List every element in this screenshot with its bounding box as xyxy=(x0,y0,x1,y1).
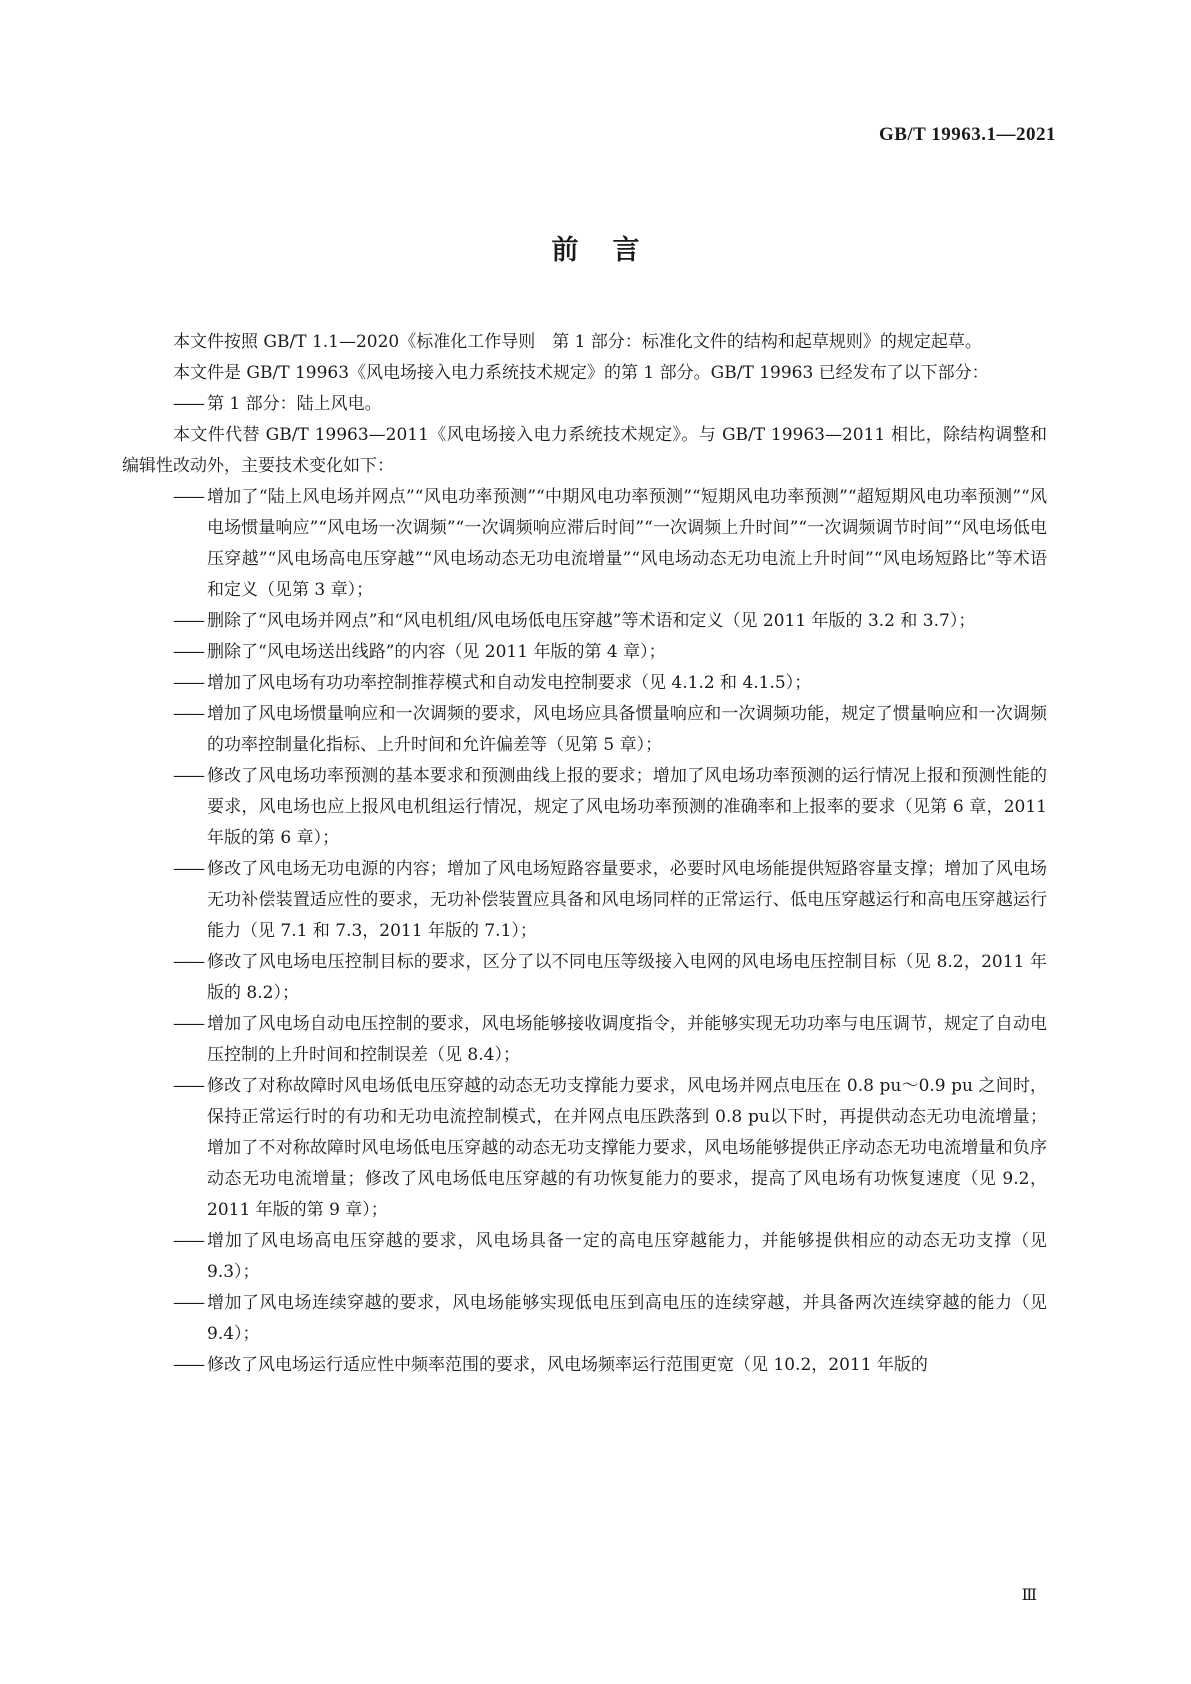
list-dash: —— xyxy=(173,859,203,879)
change-item-text: 修改了风电场运行适应性中频率范围的要求，风电场频率运行范围更宽（见 10.2，2011 年版的 xyxy=(207,1355,928,1375)
change-item-text: 增加了风电场高电压穿越的要求，风电场具备一定的高电压穿越能力，并能够提供相应的动态无功支撑（见 9.3）； xyxy=(207,1231,1047,1282)
change-item xyxy=(122,1350,1047,1381)
drafting-rule-paragraph: 本文件按照 GB/T 1.1—2020《标准化工作导则 第 1 部分：标准化文件的结构和起草规则》的规定起草。 xyxy=(173,332,982,352)
list-dash: —— xyxy=(173,1355,203,1375)
change-item xyxy=(122,947,1047,1009)
list-dash: —— xyxy=(173,1076,203,1096)
standard-code: GB/T 19963.1—2021 xyxy=(878,124,1056,145)
change-item-text: 增加了风电场连续穿越的要求，风电场能够实现低电压到高电压的连续穿越，并具备两次连续穿越的能力（见 9.4）； xyxy=(207,1293,1047,1344)
change-item xyxy=(122,668,1047,699)
change-item-text: 删除了“风电场送出线路”的内容（见 2011 年版的第 4 章）； xyxy=(207,642,666,662)
change-item xyxy=(122,1009,1047,1071)
list-dash: —— xyxy=(173,1014,203,1034)
change-item-text: 增加了风电场自动电压控制的要求，风电场能够接收调度指令，并能够实现无功功率与电压调节，规定了自动电压控制的上升时间和控制误差（见 8.4）； xyxy=(207,1014,1047,1065)
list-item-text: 第 1 部分：陆上风电。 xyxy=(207,394,382,414)
foreword-body xyxy=(122,327,1047,1381)
change-item-text: 修改了风电场功率预测的基本要求和预测曲线上报的要求；增加了风电场功率预测的运行情况上报和预测性能的要求，风电场也应上报风电机组运行情况，规定了风电场功率预测的准确率和上报率的要求（见第 6 章，2011 年版的第 6 章）； xyxy=(207,766,1047,848)
list-dash: —— xyxy=(173,766,203,786)
change-item-text: 增加了“陆上风电场并网点”“风电功率预测”“中期风电功率预测”“短期风电功率预测”“超短期风电功率预测”“风电场惯量响应”“风电场一次调频”“一次调频响应滞后时间”“一次调频上升时间”“一次调频调节时间”“风电场低电压穿越”“风电场高电压穿越”“风电场动态无功电流增量”“风电场动态无功电流上升时间”“风电场短路比”等术语和定义（见第 3 章）； xyxy=(207,487,1047,600)
change-item-text: 删除了“风电场并网点”和“风电机组/风电场低电压穿越”等术语和定义（见 2011 年版的 3.2 和 3.7）； xyxy=(207,611,976,631)
change-item xyxy=(122,699,1047,761)
page-title: 前言 xyxy=(551,235,674,266)
change-item xyxy=(122,854,1047,947)
list-dash: —— xyxy=(173,673,203,693)
list-dash: —— xyxy=(173,952,203,972)
list-dash: —— xyxy=(173,704,203,724)
list-dash: —— xyxy=(173,1231,203,1251)
page-number: Ⅲ xyxy=(1021,1587,1037,1604)
list-dash: —— xyxy=(173,394,203,414)
change-item xyxy=(122,1288,1047,1350)
change-item xyxy=(122,1226,1047,1288)
change-item xyxy=(122,482,1047,606)
change-item-text: 修改了风电场无功电源的内容；增加了风电场短路容量要求，必要时风电场能提供短路容量支撑；增加了风电场无功补偿装置适应性的要求，无功补偿装置应具备和风电场同样的正常运行、低电压穿越运行和高电压穿越运行能力（见 7.1 和 7.3，2011 年版的 7.1）； xyxy=(207,859,1047,941)
list-dash: —— xyxy=(173,1293,203,1313)
change-item-text: 修改了对称故障时风电场低电压穿越的动态无功支撑能力要求，风电场并网点电压在 0.8 pu～0.9 pu 之间时，保持正常运行时的有功和无功电流控制模式，在并网点电压跌落到 0.8 pu以下时，再提供动态无功电流增量；增加了不对称故障时风电场低电压穿越的动态无功支撑能力要求，风电场能够提供正序动态无功电流增量和负序动态无功电流增量；修改了风电场低电压穿越的有功恢复能力的要求，提高了风电场有功恢复速度（见 9.2，2011 年版的第 9 章）； xyxy=(207,1076,1047,1220)
list-dash: —— xyxy=(173,611,203,631)
change-item xyxy=(122,761,1047,854)
list-dash: —— xyxy=(173,642,203,662)
change-item-text: 增加了风电场惯量响应和一次调频的要求，风电场应具备惯量响应和一次调频功能，规定了惯量响应和一次调频的功率控制量化指标、上升时间和允许偏差等（见第 5 章）； xyxy=(207,704,1047,755)
part-info-paragraph: 本文件是 GB/T 19963《风电场接入电力系统技术规定》的第 1 部分。GB/T 19963 已经发布了以下部分： xyxy=(173,363,989,383)
change-item xyxy=(122,637,1047,668)
change-item xyxy=(122,1071,1047,1226)
replace-paragraph: 本文件代替 GB/T 19963—2011《风电场接入电力系统技术规定》。与 GB/T 19963—2011 相比，除结构调整和编辑性改动外，主要技术变化如下： xyxy=(122,425,1047,476)
change-item-text: 增加了风电场有功功率控制推荐模式和自动发电控制要求（见 4.1.2 和 4.1.5）； xyxy=(207,673,812,693)
parts-list-item xyxy=(122,389,1047,420)
change-item xyxy=(122,606,1047,637)
change-item-text: 修改了风电场电压控制目标的要求，区分了以不同电压等级接入电网的风电场电压控制目标（见 8.2，2011 年版的 8.2）； xyxy=(207,952,1047,1003)
list-dash: —— xyxy=(173,487,203,507)
